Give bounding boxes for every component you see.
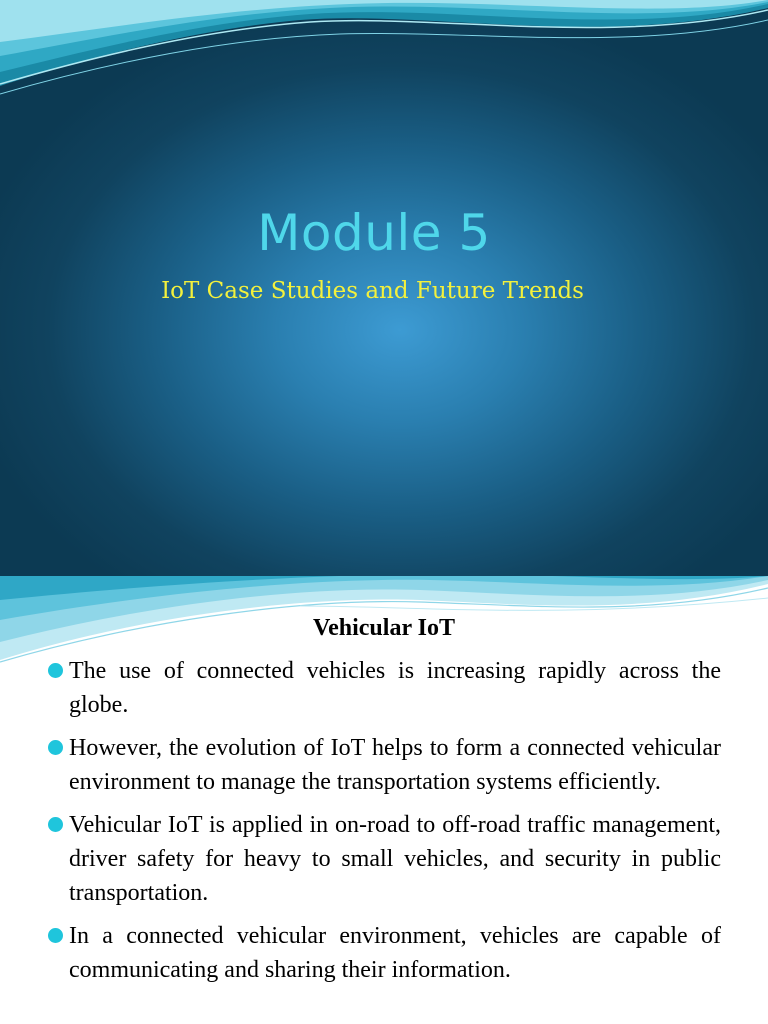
list-item xyxy=(0,919,768,987)
round-bullet-icon xyxy=(48,928,63,943)
list-item xyxy=(0,731,768,799)
content-slide xyxy=(0,576,768,1024)
bullet-list xyxy=(0,654,768,996)
bullet-text: Vehicular IoT is applied in on-road to off-road traffic management, driver safety for heavy to small vehicles, and security in public transportation. xyxy=(69,812,721,906)
slide-heading: Vehicular IoT xyxy=(312,615,456,641)
bullet-text: In a connected vehicular environment, vehicles are capable of communicating and sharing their information. xyxy=(69,923,721,983)
slide-title: Module 5 xyxy=(257,204,491,262)
round-bullet-icon xyxy=(48,817,63,832)
round-bullet-icon xyxy=(48,663,63,678)
slide-subtitle: IoT Case Studies and Future Trends xyxy=(161,278,584,304)
decorative-wave-banner xyxy=(0,0,768,110)
bullet-text: However, the evolution of IoT helps to form a connected vehicular environment to manage the transportation systems efficiently. xyxy=(69,735,721,795)
round-bullet-icon xyxy=(48,740,63,755)
list-item xyxy=(0,808,768,910)
list-item xyxy=(0,654,768,722)
bullet-text: The use of connected vehicles is increasing rapidly across the globe. xyxy=(69,658,721,718)
